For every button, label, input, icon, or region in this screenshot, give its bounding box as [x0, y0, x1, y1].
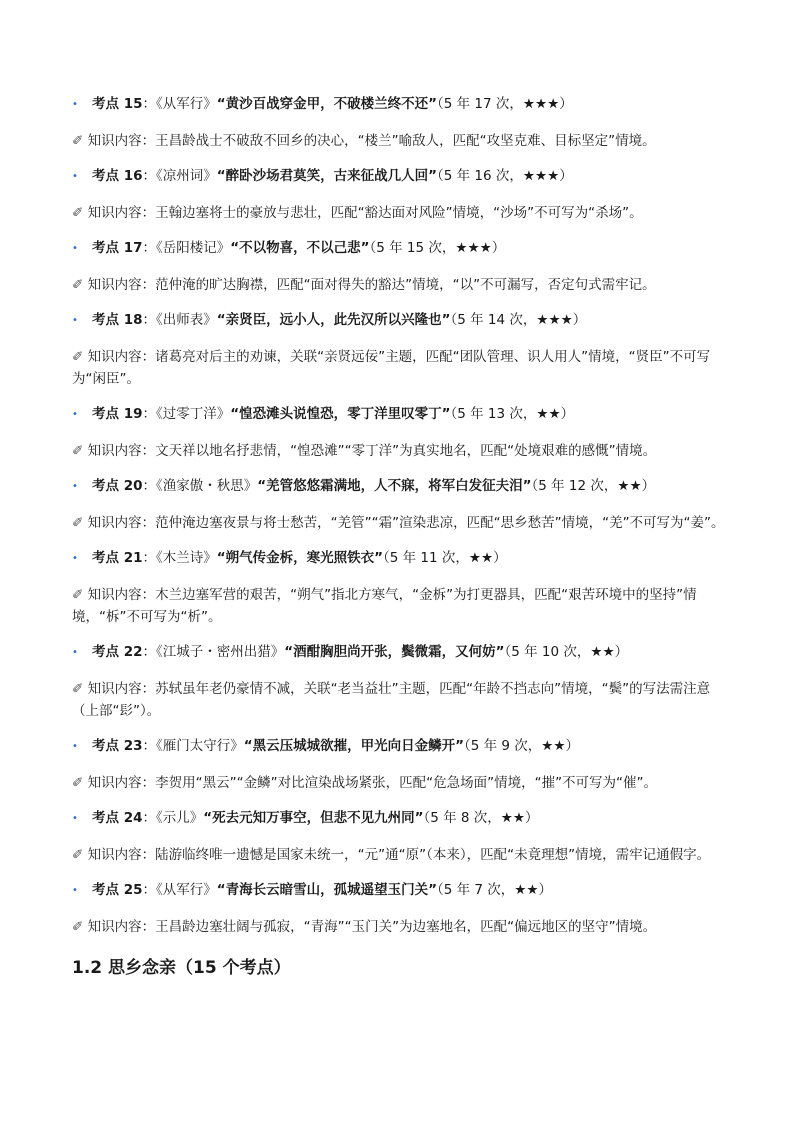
exam-point — [72, 547, 730, 571]
point-label: 考点 — [92, 882, 124, 898]
exam-points-list — [72, 93, 730, 938]
point-quote: “不以物喜，不以己悲” — [230, 240, 370, 256]
knowledge-content — [72, 130, 730, 152]
bullet-icon: • — [72, 813, 78, 824]
knowledge-text: 知识内容：王翰边塞将士的豪放与悲壮，匹配“豁达面对风险”情境，“沙场”不可写为“杀场”。 — [87, 205, 643, 221]
exam-point — [72, 641, 730, 665]
knowledge-text: 知识内容：木兰边塞军营的艰苦，“朔气”指北方寒气，“金柝”为打更器具，匹配“艰苦环境中的坚持”情境，“柝”不可写为“析”。 — [72, 587, 697, 625]
point-frequency: （5 年 11 次，★★） — [383, 550, 507, 566]
bullet-icon: • — [72, 315, 78, 326]
point-quote: “醉卧沙场君莫笑，古来征战几人回” — [216, 168, 437, 184]
point-work-title: 《过零丁洋》 — [156, 406, 231, 422]
bullet-icon: • — [72, 243, 78, 254]
knowledge-text: 知识内容：文天祥以地名抒悲情，“惶恐滩”“零丁洋”为真实地名，匹配“处境艰难的感慨”情境。 — [87, 443, 657, 459]
pencil-icon: ✐ — [72, 587, 84, 603]
point-number: 15 — [123, 96, 143, 112]
knowledge-text: 知识内容：诸葛亮对后主的劝谏，关联“亲贤远佞”主题，匹配“团队管理、识人用人”情境，“贤臣”不可写为“闲臣”。 — [72, 349, 711, 387]
bullet-icon: • — [72, 481, 78, 492]
exam-point — [72, 807, 730, 831]
point-colon: ： — [142, 550, 156, 566]
point-frequency: （5 年 17 次，★★★） — [437, 96, 573, 112]
point-frequency: （5 年 14 次，★★★） — [450, 312, 587, 328]
point-label: 考点 — [92, 168, 124, 184]
point-label: 考点 — [92, 810, 124, 826]
point-work-title: 《岳阳楼记》 — [156, 240, 231, 256]
point-label: 考点 — [92, 240, 124, 256]
knowledge-content — [72, 916, 730, 938]
pencil-icon: ✐ — [72, 277, 84, 293]
point-frequency: （5 年 7 次，★★） — [437, 882, 553, 898]
point-colon: ： — [142, 644, 156, 660]
point-quote: “青海长云暗雪山，孤城遥望玉门关” — [216, 882, 437, 898]
bullet-icon: • — [72, 741, 78, 752]
knowledge-content — [72, 678, 730, 722]
bullet-icon: • — [72, 99, 78, 110]
point-work-title: 《雁门太守行》 — [156, 738, 244, 754]
point-work-title: 《从军行》 — [156, 882, 217, 898]
exam-point — [72, 93, 730, 117]
point-colon: ： — [142, 312, 156, 328]
point-quote: “羌管悠悠霜满地，人不寐，将军白发征夫泪” — [257, 478, 532, 494]
knowledge-content — [72, 440, 730, 462]
exam-point — [72, 403, 730, 427]
point-colon: ： — [142, 96, 156, 112]
point-quote: “酒酣胸胆尚开张，鬓微霜，又何妨” — [284, 644, 505, 660]
point-number: 19 — [123, 406, 143, 422]
point-frequency: （5 年 13 次，★★） — [450, 406, 575, 422]
point-label: 考点 — [92, 738, 124, 754]
point-quote: “黑云压城城欲摧，甲光向日金鳞开” — [243, 738, 464, 754]
point-number: 17 — [123, 240, 143, 256]
point-frequency: （5 年 15 次，★★★） — [369, 240, 506, 256]
bullet-icon: • — [72, 553, 78, 564]
point-number: 18 — [123, 312, 143, 328]
point-quote: “惶恐滩头说惶恐，零丁洋里叹零丁” — [230, 406, 451, 422]
point-colon: ： — [142, 168, 156, 184]
point-work-title: 《出师表》 — [156, 312, 217, 328]
point-quote: “朔气传金柝，寒光照铁衣” — [216, 550, 383, 566]
point-label: 考点 — [92, 406, 124, 422]
point-colon: ： — [142, 738, 156, 754]
knowledge-content — [72, 584, 730, 628]
exam-point — [72, 237, 730, 261]
point-number: 21 — [123, 550, 143, 566]
knowledge-text: 知识内容：王昌龄边塞壮阔与孤寂，“青海”“玉门关”为边塞地名，匹配“偏远地区的坚守”情境。 — [87, 919, 657, 935]
point-colon: ： — [142, 810, 156, 826]
knowledge-text: 知识内容：李贺用“黑云”“金鳞”对比渲染战场紧张，匹配“危急场面”情境，“摧”不可写为“催”。 — [87, 775, 658, 791]
knowledge-text: 知识内容：范仲淹边塞夜景与将士愁苦，“羌管”“霜”渲染悲凉，匹配“思乡愁苦”情境，“羌”不可写为“姜”。 — [87, 515, 725, 531]
knowledge-content — [72, 512, 730, 534]
point-work-title: 《渔家傲・秋思》 — [156, 478, 258, 494]
point-label: 考点 — [92, 478, 124, 494]
point-label: 考点 — [92, 96, 124, 112]
knowledge-content — [72, 844, 730, 866]
point-work-title: 《木兰诗》 — [156, 550, 217, 566]
point-number: 22 — [123, 644, 143, 660]
knowledge-text: 知识内容：苏轼虽年老仍豪情不减，关联“老当益壮”主题，匹配“年龄不挡志向”情境，“鬓”的写法需注意（上部“髟”）。 — [72, 681, 711, 719]
bullet-icon: • — [72, 647, 78, 658]
point-frequency: （5 年 16 次，★★★） — [437, 168, 573, 184]
pencil-icon: ✐ — [72, 847, 84, 863]
point-frequency: （5 年 9 次，★★） — [464, 738, 580, 754]
point-number: 16 — [123, 168, 143, 184]
pencil-icon: ✐ — [72, 349, 84, 365]
pencil-icon: ✐ — [72, 443, 84, 459]
pencil-icon: ✐ — [72, 205, 84, 221]
point-number: 23 — [123, 738, 143, 754]
pencil-icon: ✐ — [72, 515, 84, 531]
section-heading: 1.2 思乡念亲（15 个考点） — [72, 958, 291, 978]
point-work-title: 《凉州词》 — [156, 168, 217, 184]
pencil-icon: ✐ — [72, 133, 84, 149]
exam-point — [72, 309, 730, 333]
knowledge-text: 知识内容：陆游临终唯一遗憾是国家未统一，“元”通“原”（本来），匹配“未竟理想”情境，需牢记通假字。 — [87, 847, 711, 863]
point-number: 25 — [123, 882, 143, 898]
point-work-title: 《从军行》 — [156, 96, 217, 112]
point-number: 20 — [123, 478, 143, 494]
point-number: 24 — [123, 810, 143, 826]
pencil-icon: ✐ — [72, 681, 84, 697]
bullet-icon: • — [72, 885, 78, 896]
knowledge-text: 知识内容：范仲淹的旷达胸襟，匹配“面对得失的豁达”情境，“以”不可漏写，否定句式需牢记。 — [87, 277, 656, 293]
bullet-icon: • — [72, 171, 78, 182]
knowledge-content — [72, 274, 730, 296]
point-frequency: （5 年 10 次，★★） — [504, 644, 629, 660]
exam-point — [72, 165, 730, 189]
bullet-icon: • — [72, 409, 78, 420]
pencil-icon: ✐ — [72, 919, 84, 935]
point-colon: ： — [142, 406, 156, 422]
point-colon: ： — [142, 882, 156, 898]
point-colon: ： — [142, 240, 156, 256]
knowledge-content — [72, 346, 730, 390]
knowledge-content — [72, 772, 730, 794]
exam-point — [72, 879, 730, 903]
point-label: 考点 — [92, 550, 124, 566]
point-colon: ： — [142, 478, 156, 494]
pencil-icon: ✐ — [72, 775, 84, 791]
exam-point — [72, 735, 730, 759]
point-frequency: （5 年 8 次，★★） — [423, 810, 539, 826]
point-work-title: 《示儿》 — [156, 810, 204, 826]
exam-point — [72, 475, 730, 499]
point-frequency: （5 年 12 次，★★） — [531, 478, 656, 494]
point-label: 考点 — [92, 312, 124, 328]
knowledge-text: 知识内容：王昌龄战士不破敌不回乡的决心，“楼兰”喻敌人，匹配“攻坚克难、目标坚定”情境。 — [87, 133, 656, 149]
point-quote: “死去元知万事空，但悲不见九州同” — [203, 810, 424, 826]
point-label: 考点 — [92, 644, 124, 660]
point-work-title: 《江城子・密州出猎》 — [156, 644, 285, 660]
knowledge-content — [72, 202, 730, 224]
point-quote: “亲贤臣，远小人，此先汉所以兴隆也” — [216, 312, 451, 328]
point-quote: “黄沙百战穿金甲，不破楼兰终不还” — [216, 96, 437, 112]
